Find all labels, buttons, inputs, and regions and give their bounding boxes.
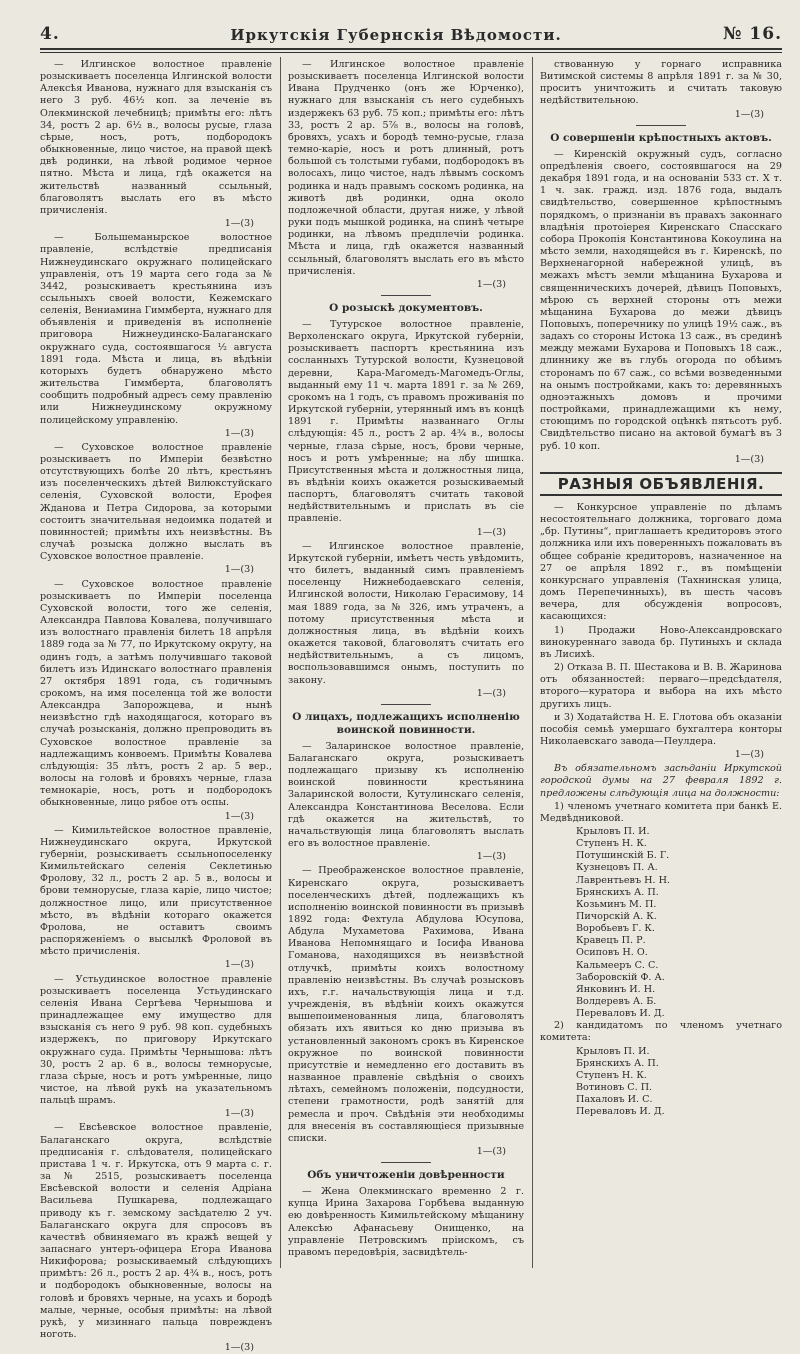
notice: — Кимильтейское волостное правленіе, Нижнеудинскаго округа, Иркутской губерніи, розыскиваетъ ссыльнопоселенку Кимильтейскаго селенія Секлетинью Фролову, 32 л., ростъ 2 ар. 5 в., волосы и брови темнорусые, глаза каріе, лицо чистое; должностное лицо, или присутственное мѣсто, въ вѣдѣніи котораго окажется Фролова, не оставитъ своимъ распоряженіемъ о высылкѣ Фроловой въ мѣсто причисленія. xyxy=(40,824,272,958)
notice: — Илгинское волостное правленіе розыскиваетъ поселенца Илгинской волости Ивана Прудченко (онъ же Юрченко), нужнаго для взысканія съ него судебныхъ издержекъ 63 руб. 75 коп.; примѣты его: лѣтъ 33, ростъ 2 ар. 5⅞ в., волосы на головѣ, бровяхъ, усахъ и бородѣ темно-русые, глаза темно-каріе, носъ и ротъ длинный, ротъ большой съ толстыми губами, подбородокъ въ волосахъ, лицо чистое, надъ лѣвымъ соскомъ родинка и надъ правымъ соскомъ родинка, на животѣ двѣ родинки, одна около подложечной области, другая ниже, у лѣвой руки подъ мышкой родинка, на спинѣ четыре родинки, на лѣвомъ предплечіи родинка. Мѣста и лица, гдѣ окажется названный ссыльный, благоволятъ выслать его въ мѣсто причисленія. xyxy=(288,59,524,277)
notice-italic: Въ обязательномъ засѣданіи Иркутской городской думы на 27 февраля 1892 г. предложены слѣдующія лица на должности: xyxy=(540,763,782,799)
section-heading: О лицахъ, подлежащихъ исполненію воинской повинности. xyxy=(292,710,520,736)
section-heading: О розыскѣ документовъ. xyxy=(329,301,483,314)
notice-mark: 1—(3) xyxy=(224,1108,254,1120)
list-item: Заборовскій Ф. А. xyxy=(576,971,665,983)
list-item: Воробьевъ Г. К. xyxy=(576,923,655,935)
issue-number: № 16. xyxy=(723,24,782,44)
notice: — Конкурсное управленіе по дѣламъ несостоятельнаго должника, торговаго дома „бр. Путины“, приглашаетъ кредиторовъ этого должника или ихъ поверенныхъ пожаловать въ общее собраніе кредиторовъ, назначенное на 27 ое апрѣля 1892 г., въ помѣщеніи конкурснаго управленія (Тахнинская улица, домъ Перепечинныхъ), въ шесть часовъ вечера, для обсужденія вопросовъ, касающихся: xyxy=(540,502,782,623)
list-item: Пичорскій А. К. xyxy=(576,911,657,923)
notice: 1) Продажи Ново-Александровскаго винокуреннаго завода бр. Путиныхъ и склада въ Лисихѣ. xyxy=(540,624,782,660)
list-item: Козьминъ М. П. xyxy=(576,898,657,910)
columns xyxy=(40,53,782,1354)
notice-mark: 1—(3) xyxy=(476,687,506,699)
list-item: Кузнецовъ П. А. xyxy=(576,862,658,874)
notice-mark: 1—(3) xyxy=(224,1342,254,1354)
notice: — Киренскій окружный судъ, согласно опредѣленія своего, состоявшагося на 29 декабря 1891 года, и на основаніи 533 ст. Х т. 1 ч. зак. гражд. изд. 1876 года, выдалъ свидѣтельство, совершенное крѣпостнымъ порядкомъ, о признаніи въ правахъ законнаго владѣнія протоіерея Киренскаго Спасскаго собора Прокопія Константинова Кокоулина на мѣсто земли, находящейся въ г. Киренскѣ, по Верхненагорной набережной улицѣ, въ межахъ мѣстъ земли мѣщанина Бухарова и священническихъ дочерей, дѣвицъ Поповыхъ, мѣрою съ верхней стороны отъ межи мѣщанина Бухарова до межи дѣвицъ Поповыхъ, поперечнику по улицѣ 19½ саж., въ задахъ со стороны Истока 13 саж., въ срединѣ между межами Бухарова и Поповыхъ 18 саж., длиннику же въ глубь огорода по обѣимъ сторонамъ по 67 саж., со всѣми возведенными на онымъ постройками, какъ то: деревянныхъ одноэтажныхъ домовъ и прочими постройками, принадлежащими къ нему, стоющимъ по городской оцѣнкѣ пятьсотъ руб. Свидѣтельство писано на актовой бумагѣ въ 3 руб. 10 коп. xyxy=(540,148,782,452)
list-item: Брянскихъ А. П. xyxy=(576,886,659,898)
notice-mark: 1—(3) xyxy=(224,218,254,230)
divider xyxy=(381,295,431,296)
section-banner: РАЗНЫЯ ОБЪЯВЛЕНІЯ. xyxy=(540,472,782,496)
notice: — Евсѣевское волостное правленіе, Балаганскаго округа, вслѣдствіе предписанія г. слѣдователя, полицейскаго пристава 1 ч. г. Иркутска, отъ 9 марта с. г. за № 2515, розыскиваетъ поселенца Евсѣевской волости и селенія Адріана Васильева Пушкарева, подлежащаго приводу къ г. земскому засѣдателю 2 уч. Балаганскаго округа для спросовъ въ качествѣ обвиняемаго въ кражѣ вещей у запаснаго унтеръ-офицера Егора Иванова Никифорова; розыскиваемый слѣдующихъ примѣтъ: 26 л., ростъ 2 ар. 4¾ в., носъ, ротъ и подбородокъ обыкновенные, волосы на головѣ и бровяхъ черные, на усахъ и бородѣ малые, черные, особыя примѣты: на лѣвой рукѣ, у мизиннаго пальца поврежденъ ноготь. xyxy=(40,1122,272,1341)
section-heading: Объ уничтоженіи довѣренности xyxy=(307,1169,505,1182)
column-2 xyxy=(288,59,524,1268)
divider xyxy=(381,1162,431,1163)
column-divider xyxy=(280,57,281,1268)
list-item: Переваловъ И. Д. xyxy=(576,1106,665,1118)
notice: — Илгинское волостное правленіе, Иркутской губерніи, имѣетъ честь увѣдомить, что билетъ, выданный симъ правленіемъ поселенцу Нижнебодаевскаго селенія, Илгинской волости, Николаю Герасимову, 14 мая 1889 года, за № 326, имъ утраченъ, а потому присутственныя мѣста и должностныя лица, въ вѣдѣніи коихъ окажется таковой, благоволятъ считать его недѣйствительнымъ, а съ лицомъ, воспользовавшимся онымъ, поступить по закону. xyxy=(288,540,524,686)
list-item: Кальмееръ С. С. xyxy=(576,959,659,971)
notice: 1) членомъ учетнаго комитета при банкѣ Е. Медвѣдниковой. xyxy=(540,800,782,824)
list-item: Брянскихъ А. П. xyxy=(576,1057,659,1069)
notice-mark: 1—(3) xyxy=(476,1145,506,1157)
list-item: Крыловъ П. И. xyxy=(576,1045,650,1057)
notice-mark: 1—(3) xyxy=(734,108,764,120)
divider xyxy=(636,125,686,126)
notice: и 3) Ходатайства Н. Е. Глотова объ оказаніи пособія семьѣ умершаго бухгалтера конторы Николаевскаго завода—Пеулдера. xyxy=(540,711,782,747)
column-divider xyxy=(532,57,533,1268)
notice: — Тутурское волостное правленіе, Верхоленскаго округа, Иркутской губерніи, розыскиваетъ паспортъ крестьянина изъ сосланныхъ Тутурской волости, Кузнецовой деревни, Кара-Магомедъ-Магомедъ-Оглы, выданный ему 11 ч. марта 1891 г. за № 269, срокомъ на 1 годъ, съ правомъ проживанія по Иркутской губерніи, утерянный имъ въ концѣ 1891 г. Примѣты названнаго Оглы слѣдующія: 45 л., ростъ 2 ар. 4¾ в., волосы черные, глаза сѣрые, носъ, брови черные, носъ и ротъ умѣренные; на лбу шишка. Присутственныя мѣста и должностныя лица, въ вѣдѣніи коихъ окажется розыскиваемый паспортъ, благоволятъ считать таковой недѣйствительнымъ и прислать въ сіе правленіе. xyxy=(288,318,524,525)
list-item: Вотиновъ С. П. xyxy=(576,1082,653,1094)
notice-mark: 1—(3) xyxy=(224,427,254,439)
list-item: Переваловъ И. Д. xyxy=(576,1008,665,1020)
notice-mark: 1—(3) xyxy=(476,851,506,863)
notice: — Устьудинское волостное правленіе розыскиваетъ поселенца Устьудинскаго селенія Ивана Сергѣева Чернышова и принадлежащее ему имущество для взысканія съ него 9 руб. 98 коп. судебныхъ издержекъ, по приговору Иркутскаго окружнаго суда. Примѣты Чернышова: лѣтъ 30, ростъ 2 ар. 6 в., волосы темнорусые, глаза сѣрые, носъ и ротъ умѣренные, лицо чистое, на лѣвой рукѣ на указательномъ пальцѣ шрамъ. xyxy=(40,973,272,1107)
notice-mark: 1—(3) xyxy=(476,526,506,538)
notice: — Заларинское волостное правленіе, Балаганскаго округа, розыскиваетъ подлежащаго призыву къ исполненію воинской повинности крестьянина Заларинской волости, Кутулинскаго селенія, Александра Константинова Веселова. Если гдѣ окажется на жительствѣ, то начальствующія лица благоволятъ выслать его въ волостное правленіе. xyxy=(288,740,524,850)
name-list xyxy=(540,1046,782,1119)
notice-mark: 1—(3) xyxy=(224,564,254,576)
notice: 2) кандидатомъ по членомъ учетнаго комитета: xyxy=(540,1020,782,1044)
notice: — Илгинское волостное правленіе розыскиваетъ поселенца Илгинской волости Алексѣя Иванова, нужнаго для взысканія съ него 3 руб. 46½ коп. за леченіе въ Олекминской лечебницѣ; примѣты его: лѣтъ 34, ростъ 2 ар. 6½ в., волосы русые, глаза сѣрые, носъ, ротъ, подбородокъ обыкновенные, лицо чистое, на правой щекѣ двѣ родинки, на лѣвой родимое черное пятно. Мѣста и лица, гдѣ окажется на жительствѣ названный ссыльный, благоволятъ выслать его въ мѣсто причисленія. xyxy=(40,59,272,216)
notice: — Преображенское волостное правленіе, Киренскаго округа, розыскиваетъ поселенческихъ дѣтей, подлежащихъ къ исполненію воинской повинности въ призывѣ 1892 года: Фехтула Абдулова Юсупова, Абдула Мухаметова Рахимова, Ивана Иванова Непомнящаго и Іосифа Иванова Гоманова, находящихся въ неизвѣстной отлучкѣ, примѣты коихъ волостному правленію неизвѣстны. Въ случаѣ розысковъ ихъ, г.г. начальствующія лица и т.д. учрежденія, въ вѣдѣніи коихъ окажутся вышепоименованныя лица, благоволятъ обязать ихъ явиться ко дню призыва въ установленный закономъ срокъ въ Киренское окружное по воинской повинности присутствіе и немедленно его доставить въ названное правленіе свѣдѣнія о своихъ лѣтахъ, семейномъ положеніи, подсудности, степени грамотности, родѣ занятій для ремесла и проч. Свѣдѣнія эти необходимы для внесенія въ составляющіеся призывные списки. xyxy=(288,865,524,1144)
notice-mark: 1—(3) xyxy=(734,749,764,761)
notice-mark: 1—(3) xyxy=(734,453,764,465)
notice-mark: 1—(3) xyxy=(224,810,254,822)
column-1 xyxy=(40,59,272,1354)
list-item: Потушинскій Б. Г. xyxy=(576,850,670,862)
notice: ствованную у горнаго исправника Витимской системы 8 апрѣля 1891 г. за № 30, проситъ уничтожить и считать таковую недѣйствительною. xyxy=(540,59,782,107)
list-item: Осиповъ Н. О. xyxy=(576,947,648,959)
notice-mark: 1—(3) xyxy=(476,278,506,290)
list-item: Янковинъ И. Н. xyxy=(576,983,656,995)
column-3 xyxy=(540,59,782,1268)
notice: — Суховское волостное правленіе розыскиваетъ по Имперіи безвѣстно отсутствующихъ болѣе 20 лѣтъ, крестьянъ изъ поселенческихъ дѣтей Вилюкстуйскаго селенія, Суховской волости, Ерофея Жданова и Петра Сидорова, за которыми состоитъ значительная недоимка податей и повинностей; примѣты ихъ неизвѣстны. Въ случаѣ розыска должно выслать въ Суховское волостное правленіе. xyxy=(40,441,272,563)
section-heading: О совершеніи крѣпостныхъ актовъ. xyxy=(550,131,772,144)
list-item: Кравецъ П. Р. xyxy=(576,935,646,947)
list-item: Пахаловъ И. С. xyxy=(576,1094,653,1106)
notice: 2) Отказа В. П. Шестакова и В. В. Жаринова отъ обязанностей: перваго—предсѣдателя, второго—куратора и выбора на ихъ мѣсто другихъ лицъ. xyxy=(540,662,782,710)
list-item: Ступенъ Н. К. xyxy=(576,838,647,850)
notice: — Жена Олекминскаго временно 2 г. купца Ирина Захарова Горбѣева выданную ею довѣренность Кимильтейскому мѣщанину Алексѣю Афанасьеву Онищенко, на управленіе Петровскимъ пріискомъ, съ правомъ передовѣрія, засвидѣтель- xyxy=(288,1186,524,1258)
notice: — Большеманырское волостное правленіе, вслѣдствіе предписанія Нижнеудинскаго окружнаго полицейскаго управленія, отъ 19 марта сего года за № 3442, розыскиваетъ крестьянина изъ ссыльныхъ своей волости, Кежемскаго селенія, Вениамина Гиммберта, нужнаго для объявленія и приведенія въ исполненіе приговора Нижнеудинско-Балаганскаго окружнаго суда, состоявшагося ½ августа 1891 года. Мѣста и лица, въ вѣдѣніи которыхъ будетъ обнаружено мѣсто жительства Гиммберта, благоволятъ сообщить подробный адресъ сему правленію или Нижнеудинскому окружному полицейскому управленію. xyxy=(40,232,272,426)
newspaper-title: Иркутскія Губернскія Вѣдомости. xyxy=(230,26,562,44)
divider xyxy=(381,704,431,705)
notice-mark: 1—(3) xyxy=(224,959,254,971)
page-header xyxy=(40,14,782,44)
notice: — Суховское волостное правленіе розыскиваетъ по Имперіи поселенца Суховской волости, того же селенія, Александра Павлова Ковалева, получившаго изъ волостнаго правленія билетъ 18 апрѣля 1889 года за № 77, по Иркутскому округу, на одинъ годъ, а затѣмъ получившаго таковой билетъ изъ Идинскаго волостнаго правленія 27 октября 1891 года, съ годичнымъ срокомъ, на имя поселенца той же волости Александра Запорожцева, и нынѣ неизвѣстно гдѣ находящагося, котораго въ случаѣ розысканія, должно препроводить въ Суховское волостное правленіе за надлежащимъ конвоемъ. Примѣты Ковалева слѣдующія: 35 лѣтъ, ростъ 2 ар. 5 вер., волосы на головѣ и бровяхъ черные, глаза темнокаріе, носъ, ротъ и подбородокъ обыкновенные, лицо рябое отъ оспы. xyxy=(40,578,272,809)
list-item: Ступенъ Н. К. xyxy=(576,1069,647,1081)
page-number: 4. xyxy=(40,24,60,44)
name-list xyxy=(540,826,782,1020)
list-item: Лаврентьевъ Н. Н. xyxy=(576,874,670,886)
list-item: Крыловъ П. И. xyxy=(576,826,650,838)
list-item: Волдеревъ А. Б. xyxy=(576,996,657,1008)
